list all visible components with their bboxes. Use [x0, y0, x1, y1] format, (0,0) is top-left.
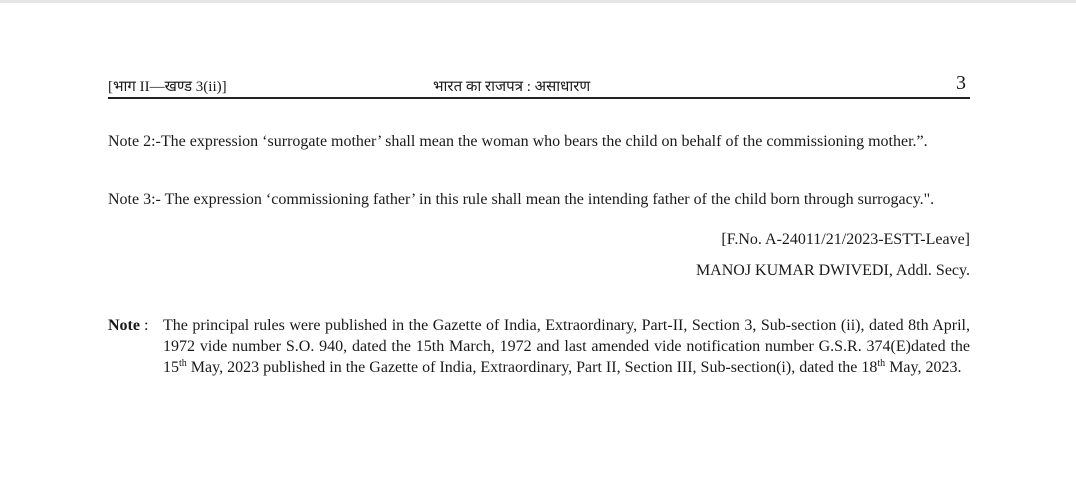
note-label-colon: :: [139, 317, 149, 334]
note-3-paragraph: Note 3:- The expression ‘commissioning father’ in this rule shall mean the intending father of the child born through surrogacy.".: [108, 191, 935, 208]
header-divider: [108, 97, 970, 99]
note-2-paragraph: Note 2:-The expression ‘surrogate mother’ shall mean the woman who bears the child on behalf of the commissioning mother.”.: [108, 133, 928, 150]
principal-rules-note: [108, 315, 970, 378]
note-body-part1: The principal rules were published in the Gazette of India, Extraordinary, Part-II, Section 3, Sub-section (ii), dated 8th April, 1972 vide number S.O. 940, dated the 15th March, 1972 and last amended vide notification number G.S.R. 374(E)dated the 15: [163, 317, 970, 376]
top-edge-rule: [0, 0, 1076, 3]
page-number: 3: [956, 72, 966, 94]
note-label: [108, 315, 148, 336]
note-body: [163, 315, 970, 378]
note-body-part2: May, 2023 published in the Gazette of India, Extraordinary, Part II, Section III, Sub-section(i), dated the 18: [186, 359, 878, 376]
gazette-header: [108, 74, 970, 96]
file-number: [F.No. A-24011/21/2023-ESTT-Leave]: [721, 231, 970, 248]
header-gazette-title: भारत का राजपत्र : असाधारण: [433, 79, 591, 95]
note-label-text: Note: [108, 317, 140, 334]
note-sup-1: th: [179, 358, 187, 369]
note-body-part3: May, 2023.: [885, 359, 962, 376]
header-part-section: [भाग II—खण्ड 3(ii)]: [108, 79, 227, 95]
note-sup-2: th: [877, 358, 886, 369]
signatory: MANOJ KUMAR DWIVEDI, Addl. Secy.: [695, 262, 970, 279]
